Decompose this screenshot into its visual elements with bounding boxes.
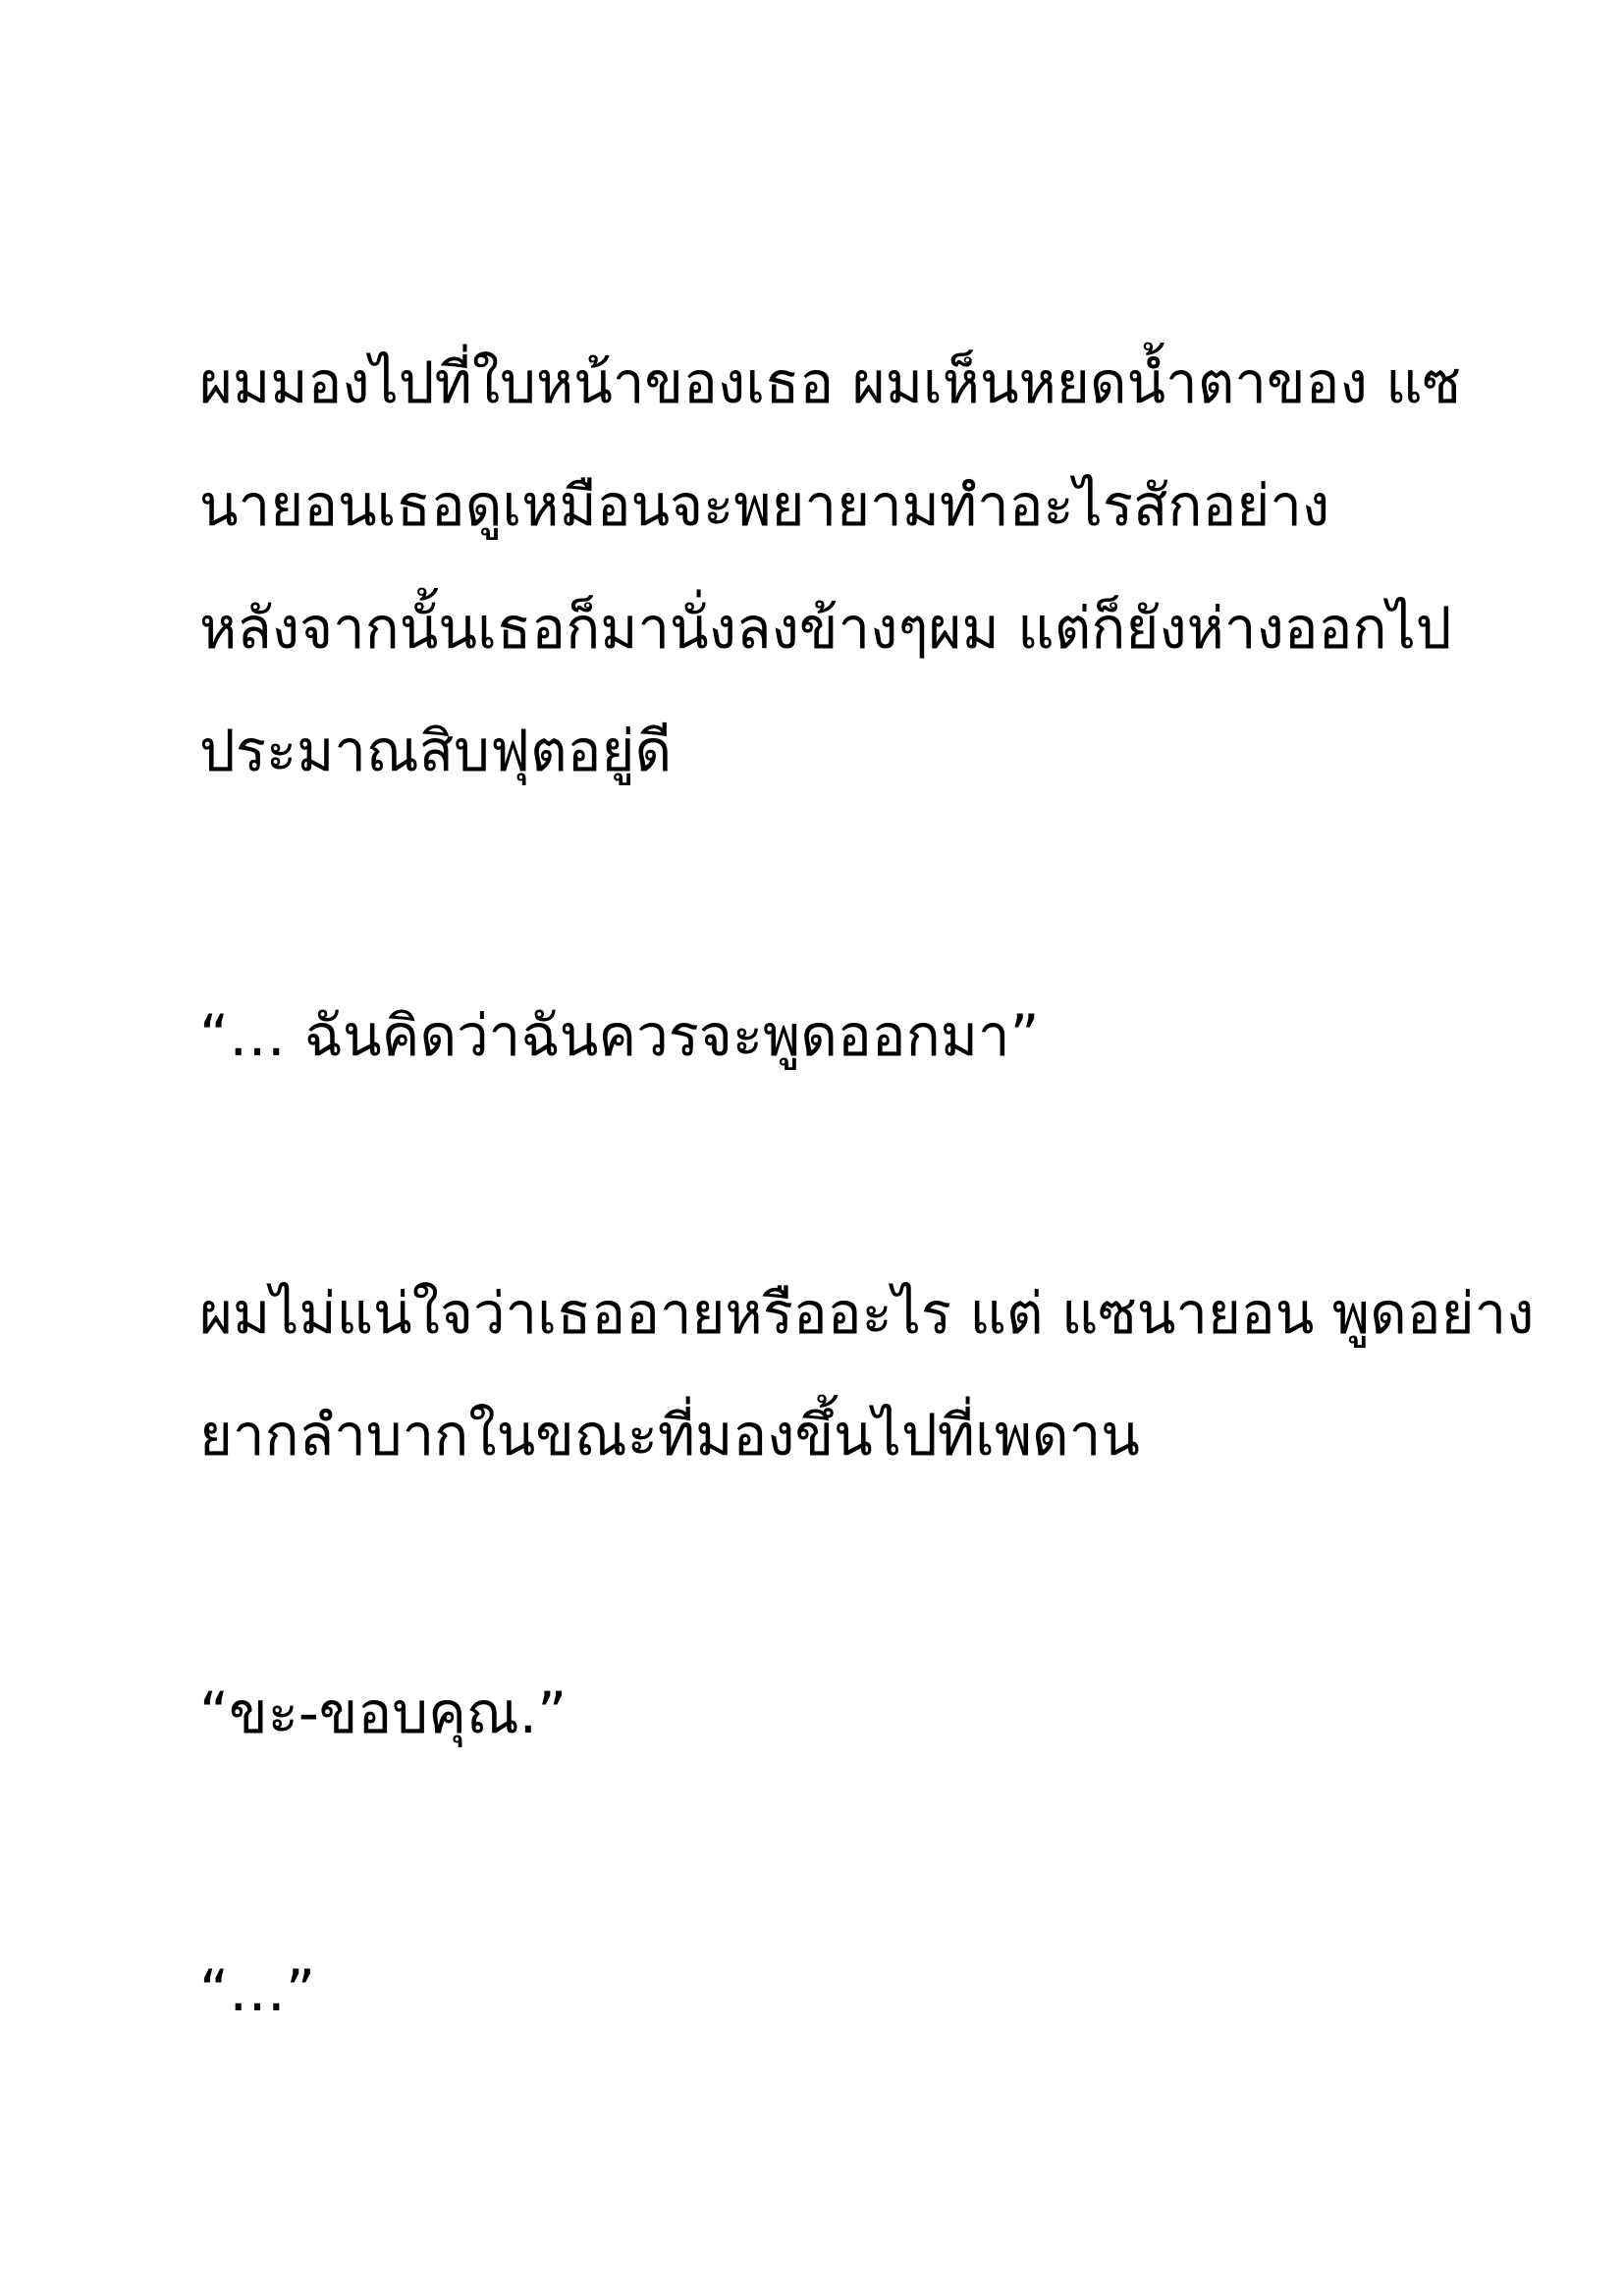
paragraph-1-line-1: ผมมองไปที่ใบหน้าของเธอ ผมเห็นหยดน้ำตาของ แซ bbox=[199, 349, 1461, 416]
dialogue-quote-1: “… ฉันคิดว่าฉันควรจะพูดออกมา” bbox=[199, 1002, 1040, 1069]
paragraph-2-line-2: ยากลำบากในขณะที่มองขึ้นไปที่เพดาน bbox=[199, 1402, 1140, 1468]
paragraph-1-line-4: ประมาณสิบฟุตอยู่ดี bbox=[199, 718, 673, 784]
dialogue-quote-2: “ขะ-ขอบคุณ.” bbox=[199, 1680, 568, 1746]
paragraph-1-line-3: หลังจากนั้นเธอก็มานั่งลงข้างๆผม แต่ก็ยังห่างออกไป bbox=[199, 595, 1452, 662]
paragraph-2-line-1: ผมไม่แน่ใจว่าเธออายหรืออะไร แต่ แซนายอน พูดอย่าง bbox=[199, 1280, 1535, 1347]
dialogue-quote-3: “…” bbox=[199, 1957, 316, 2024]
paragraph-1-line-2: นายอนเธอดูเหมือนจะพยายามทำอะไรสักอย่าง bbox=[199, 472, 1330, 539]
